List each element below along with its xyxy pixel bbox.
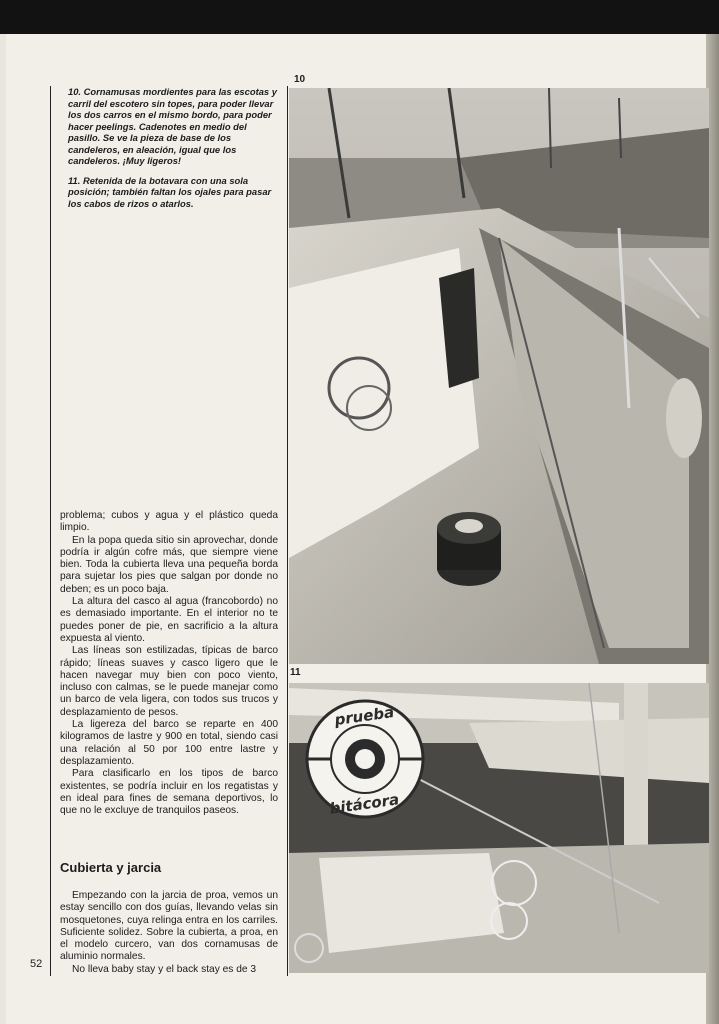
paragraph: problema; cubos y agua y el plástico queda limpio. bbox=[60, 510, 278, 534]
stamp-text-top: prueba bbox=[333, 702, 396, 730]
caption-10: 10. Cornamusas mordientes para las escotas y carril del escotero sin topes, para poder llevar los dos carros en el mismo bordo, para poder hacer peelings. Cadenotes en medio del pasillo. Se ve la pieza de base de los candeleros, en aleación, igual que los candeleros. ¡Muy ligeros! bbox=[68, 86, 277, 166]
photo-captions bbox=[68, 86, 280, 217]
figure-number-10: 10 bbox=[294, 74, 306, 85]
paragraph: La ligereza del barco se reparte en 400 kilogramos de lastre y 900 en total, siendo casi una relación al 50 por 100 entre lastre y desplazamiento. bbox=[60, 719, 278, 767]
section-heading: Cubierta y jarcia bbox=[60, 860, 162, 875]
paragraph: La altura del casco al agua (francobordo) no es demasiado importante. En el interior no te puedes poner de pie, en sacrificio a la altura expuesta al viento. bbox=[60, 596, 278, 644]
caption-11: 11. Retenida de la botavara con una sola posición; también faltan los ojales para pasar los cabos de rizos o atarlos. bbox=[68, 174, 272, 209]
article-body bbox=[60, 510, 278, 817]
scan-top-edge bbox=[0, 0, 719, 34]
paragraph: En la popa queda sitio sin aprovechar, donde podría ir algún cofre más, que siempre viene bien. Toda la cubierta lleva una pequeña borda para sujetar los pies que salgan por donde no deben; es un poco baja. bbox=[60, 534, 278, 595]
paragraph: Para clasificarlo en los tipos de barco existentes, se podría incluir en los regatistas y en ideal para fines de semana deportivos, lo que no le excluye de tranquilos paseos. bbox=[60, 768, 278, 817]
prueba-bitacora-stamp bbox=[303, 697, 427, 821]
page-number: 52 bbox=[30, 958, 43, 970]
section-body bbox=[60, 890, 278, 976]
figure-number-11: 11 bbox=[290, 667, 301, 678]
paragraph: Empezando con la jarcia de proa, vemos un estay sencillo con dos guías, llevando velas sin mosquetones, cuya relinga entra en los carriles. Suficiente solidez. Sobre la cubierta, a proa, en el modelo curcero, van dos cornamusas de aluminio normales. bbox=[60, 890, 278, 963]
paragraph: No lleva baby stay y el back stay es de 3 bbox=[72, 963, 257, 975]
photo-deck-winch bbox=[289, 88, 709, 664]
stamp-text-bottom: bitácora bbox=[328, 790, 401, 818]
paragraph: Las líneas son estilizadas, típicas de barco rápido; líneas suaves y casco ligero que le hacen navegar muy bien con poco viento, incluso con calmas, se le puede manejar como un barco de vela ligera, con todos sus trucos y desplazamiento de pesos. bbox=[60, 645, 278, 718]
